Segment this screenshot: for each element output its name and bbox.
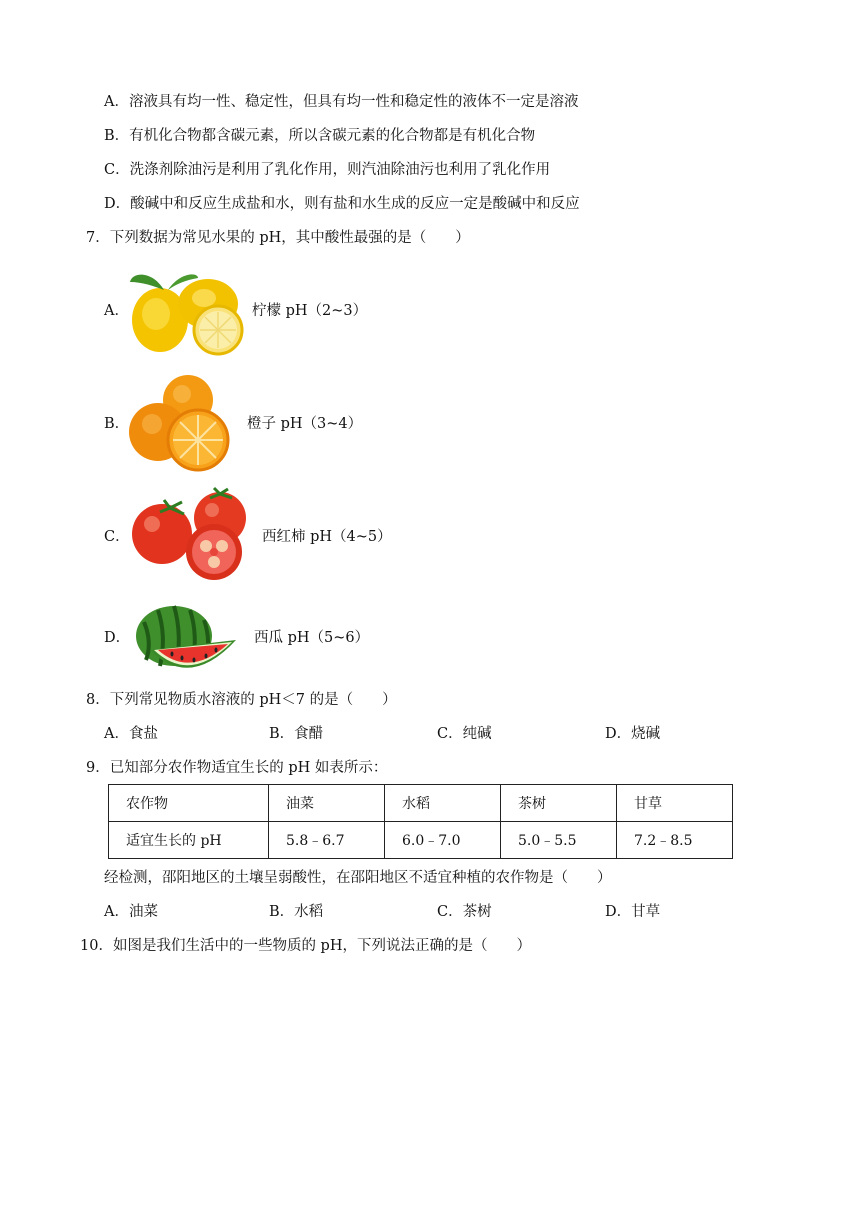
q7-option-c-letter: C． <box>104 529 130 545</box>
q7-stem: 7．下列数据为常见水果的 pH，其中酸性最强的是（ ） <box>86 230 470 246</box>
q8-option-b: B．食醋 <box>269 726 324 742</box>
q9-option-a: A．油菜 <box>104 904 158 920</box>
q9-option-b: B．水稻 <box>269 904 324 920</box>
q7-option-d-label: 西瓜 pH（5~6） <box>254 630 370 646</box>
table-row <box>109 822 733 859</box>
crop-ph-table <box>108 784 733 859</box>
q6-option-b: B．有机化合物都含碳元素，所以含碳元素的化合物都是有机化合物 <box>104 128 536 144</box>
q9-stem: 9．已知部分农作物适宜生长的 pH 如表所示： <box>86 760 388 776</box>
q7-option-b-letter: B． <box>104 416 130 432</box>
table-cell: 农作物 <box>109 785 269 822</box>
q8-stem: 8．下列常见物质水溶液的 pH＜7 的是（ ） <box>86 692 397 708</box>
q7-option-a-label: 柠檬 pH（2~3） <box>252 303 368 319</box>
lemon-image <box>126 268 248 358</box>
q8-option-c: C．纯碱 <box>437 726 492 742</box>
table-cell: 茶树 <box>501 785 617 822</box>
q7-option-b-label: 橙子 pH（3~4） <box>247 416 363 432</box>
q9-options <box>104 902 724 922</box>
q6-option-c: C．洗涤剂除油污是利用了乳化作用，则汽油除油污也利用了乳化作用 <box>104 162 551 178</box>
table-cell: 7.2﹣8.5 <box>617 822 733 859</box>
table-header-row <box>109 785 733 822</box>
q8-option-a: A．食盐 <box>104 726 158 742</box>
table-cell: 适宜生长的 pH <box>109 822 269 859</box>
orange-image <box>126 374 236 474</box>
q6-option-d: D．酸碱中和反应生成盐和水，则有盐和水生成的反应一定是酸碱中和反应 <box>104 196 580 212</box>
q9-followup: 经检测，邵阳地区的土壤呈弱酸性，在邵阳地区不适宜种植的农作物是（ ） <box>104 870 612 886</box>
q8-options <box>104 724 724 744</box>
tomato-image <box>130 486 250 582</box>
table-cell: 5.0﹣5.5 <box>501 822 617 859</box>
table-cell: 6.0﹣7.0 <box>385 822 501 859</box>
q7-option-c-label: 西红柿 pH（4~5） <box>262 529 392 545</box>
q8-option-d: D．烧碱 <box>605 726 661 742</box>
table-cell: 5.8﹣6.7 <box>269 822 385 859</box>
q6-option-a: A．溶液具有均一性、稳定性，但具有均一性和稳定性的液体不一定是溶液 <box>104 94 579 110</box>
table-cell: 水稻 <box>385 785 501 822</box>
q10-stem: 10．如图是我们生活中的一些物质的 pH，下列说法正确的是（ ） <box>80 938 531 954</box>
table-cell: 甘草 <box>617 785 733 822</box>
q7-option-a-letter: A． <box>104 303 129 319</box>
q9-option-c: C．茶树 <box>437 904 492 920</box>
watermelon-image <box>134 604 240 678</box>
q7-option-d-letter: D． <box>104 630 131 646</box>
q9-option-d: D．甘草 <box>605 904 661 920</box>
table-cell: 油菜 <box>269 785 385 822</box>
